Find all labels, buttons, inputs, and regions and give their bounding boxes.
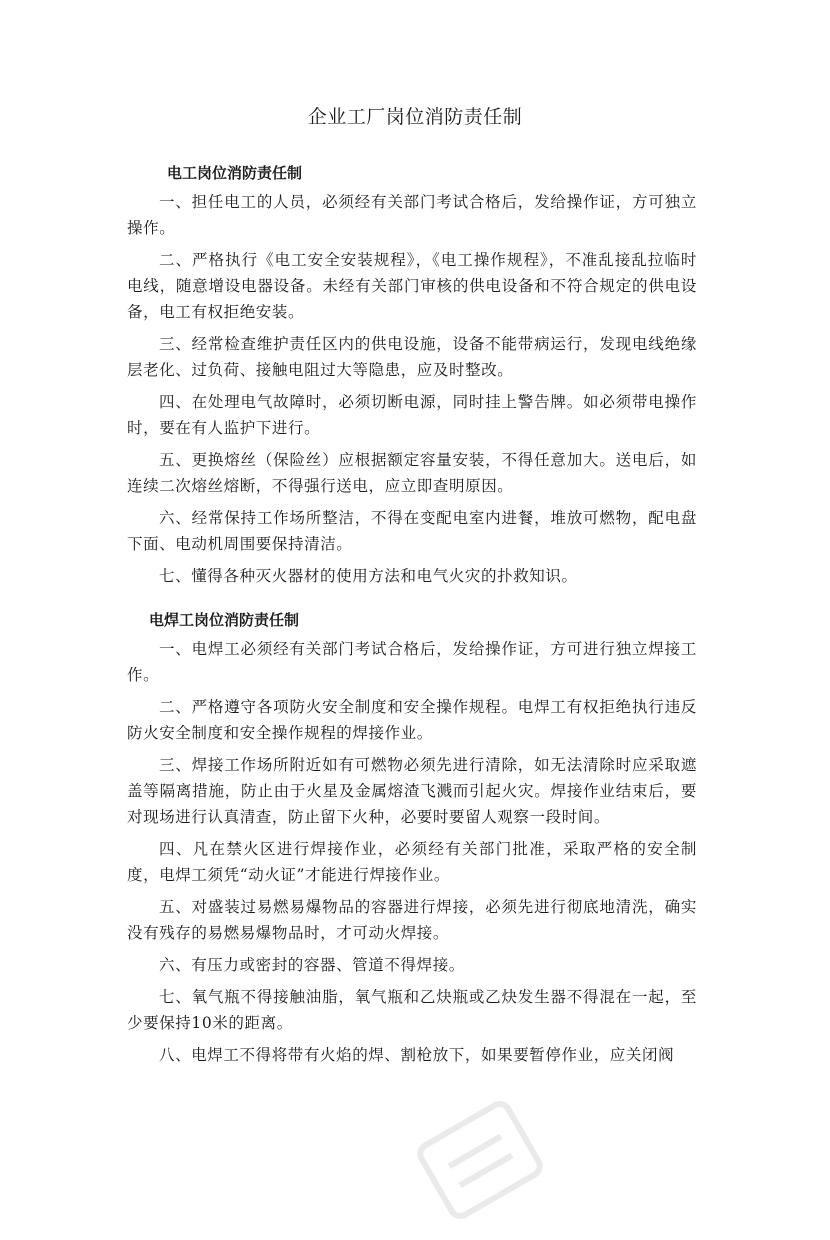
paragraph: 二、严格执行《电工安全安装规程》，《电工操作规程》，不准乱接乱拉临时电线，随意增设电器设备。未经有关部门审核的供电设备和不符合规定的供电设备，电工有权拒绝安装。 <box>127 251 697 321</box>
watermark-icon <box>400 1080 560 1240</box>
paragraph: 六、经常保持工作场所整洁，不得在变配电室内进餐，堆放可燃物，配电盘下面、电动机周围要保持清洁。 <box>127 509 697 553</box>
paragraph: 二、严格遵守各项防火安全制度和安全操作规程。电焊工有权拒绝执行违反防火安全制度和安全操作规程的焊接作业。 <box>127 698 697 742</box>
paragraph: 八、电焊工不得将带有火焰的焊、割枪放下，如果要暂停作业，应关闭阀 <box>159 1046 675 1064</box>
paragraph: 一、电焊工必须经有关部门考试合格后，发给操作证，方可进行独立焊接工作。 <box>127 640 697 684</box>
section-welder <box>127 607 697 1074</box>
section-electrician <box>127 160 697 595</box>
page-title: 企业工厂岗位消防责任制 <box>307 106 523 128</box>
paragraph: 四、凡在禁火区进行焊接作业，必须经有关部门批准，采取严格的安全制度，电焊工须凭“动火证”才能进行焊接作业。 <box>127 840 697 884</box>
paragraph: 七、氧气瓶不得接触油脂，氧气瓶和乙炔瓶或乙炔发生器不得混在一起，至少要保持10米的距离。 <box>127 988 697 1032</box>
section-heading: 电工岗位消防责任制 <box>167 164 303 182</box>
section-heading: 电焊工岗位消防责任制 <box>149 611 300 629</box>
paragraph: 四、在处理电气故障时，必须切断电源，同时挂上警告牌。如必须带电操作时，要在有人监护下进行。 <box>127 393 697 437</box>
paragraph: 五、更换熔丝（保险丝）应根据额定容量安装，不得任意加大。送电后，如连续二次熔丝熔断，不得强行送电，应立即查明原因。 <box>127 451 697 495</box>
paragraph: 三、经常检查维护责任区内的供电设施，设备不能带病运行，发现电线绝缘层老化、过负荷、接触电阻过大等隐患，应及时整改。 <box>127 335 697 379</box>
paragraph: 一、担任电工的人员，必须经有关部门考试合格后，发给操作证，方可独立操作。 <box>127 193 697 237</box>
paragraph: 三、焊接工作场所附近如有可燃物必须先进行清除，如无法清除时应采取遮盖等隔离措施，防止由于火星及金属熔渣飞溅而引起火灾。焊接作业结束后，要对现场进行认真清查，防止留下火种，必要时要留人观察一段时间。 <box>127 756 697 826</box>
paragraph: 六、有压力或密封的容器、管道不得焊接。 <box>159 956 465 974</box>
paragraph: 七、懂得各种灭火器材的使用方法和电气火灾的扑救知识。 <box>159 567 578 585</box>
paragraph: 五、对盛装过易燃易爆物品的容器进行焊接，必须先进行彻底地清洗，确实没有残存的易燃易爆物品时，才可动火焊接。 <box>127 898 697 942</box>
